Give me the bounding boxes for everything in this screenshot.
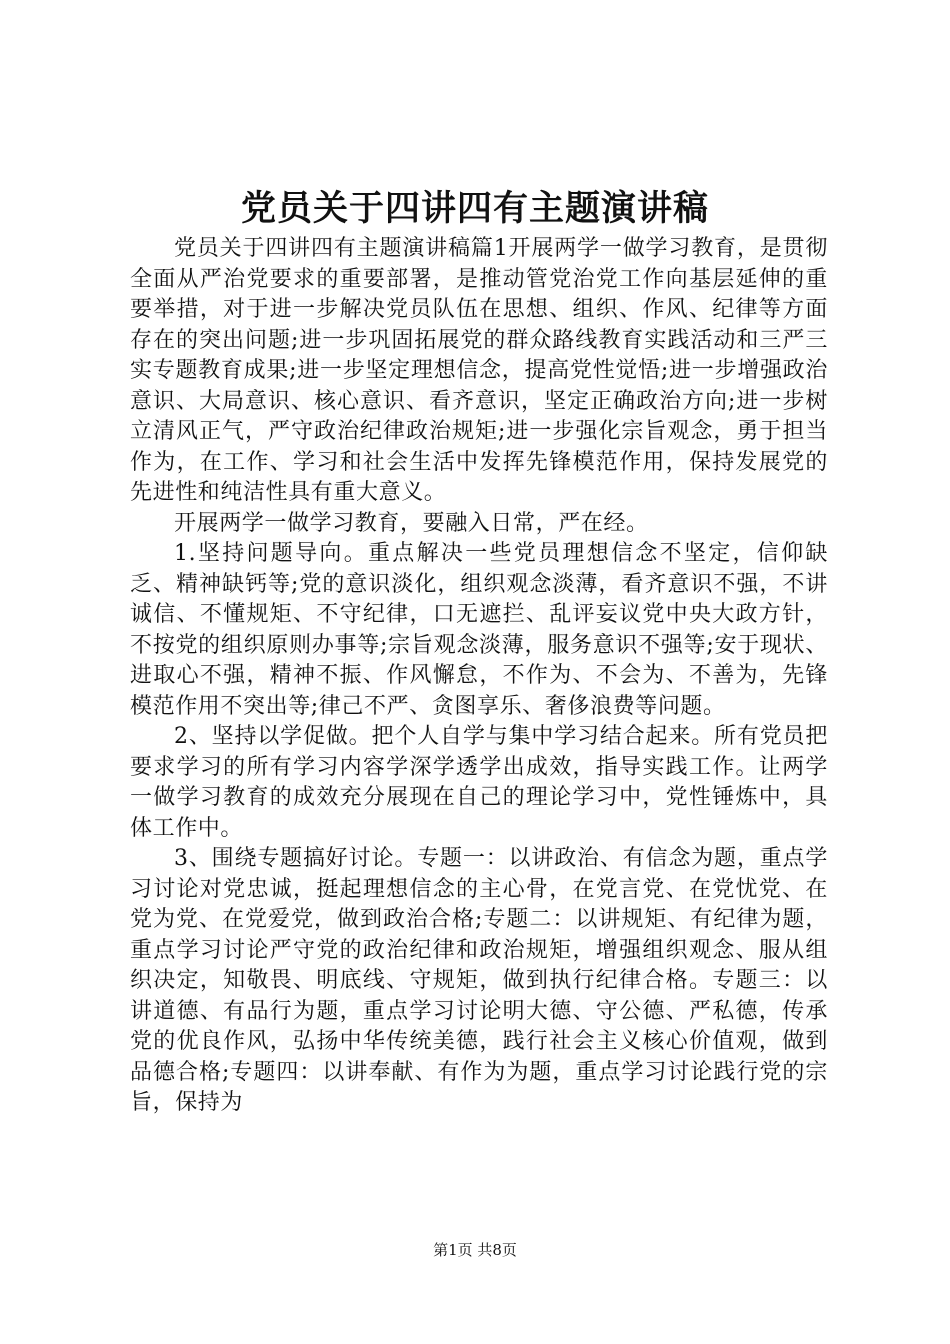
- paragraph-5: 3、围绕专题搞好讨论。专题一：以讲政治、有信念为题，重点学习讨论对党忠诚，挺起理想信念的主心骨，在党言党、在党忧党、在党为党、在党爱党，做到政治合格;专题二：以讲规矩、有纪律为题，重点学习讨论严守党的政治纪律和政治规矩，增强组织观念、服从组织决定，知敬畏、明底线、守规矩，做到执行纪律合格。专题三：以讲道德、有品行为题，重点学习讨论明大德、守公德、严私德，传承党的优良作风，弘扬中华传统美德，践行社会主义核心价值观，做到品德合格;专题四：以讲奉献、有作为为题，重点学习讨论践行党的宗旨，保持为: [130, 846, 828, 1115]
- paragraph-1: 党员关于四讲四有主题演讲稿篇1开展两学一做学习教育，是贯彻全面从严治党要求的重要部署，是推动管党治党工作向基层延伸的重要举措，对于进一步解决党员队伍在思想、组织、作风、纪律等方面存在的突出问题;进一步巩固拓展党的群众路线教育实践活动和三严三实专题教育成果;进一步坚定理想信念，提高党性觉悟;进一步增强政治意识、大局意识、核心意识、看齐意识，坚定正确政治方向;进一步树立清风正气，严守政治纪律政治规矩;进一步强化宗旨观念，勇于担当作为，在工作、学习和社会生活中发挥先锋模范作用，保持发展党的先进性和纯洁性具有重大意义。: [130, 236, 828, 505]
- document-body: [130, 234, 828, 1119]
- page-footer: 第1页 共8页: [433, 1241, 517, 1259]
- paragraph-4: 2、坚持以学促做。把个人自学与集中学习结合起来。所有党员把要求学习的所有学习内容学深学透学出成效，指导实践工作。让两学一做学习教育的成效充分展现在自己的理论学习中，党性锤炼中，具体工作中。: [130, 724, 828, 841]
- paragraph-3: 1.坚持问题导向。重点解决一些党员理想信念不坚定，信仰缺乏、精神缺钙等;党的意识淡化，组织观念淡薄，看齐意识不强，不讲诚信、不懂规矩、不守纪律，口无遮拦、乱评妄议党中央大政方针，不按党的组织原则办事等;宗旨观念淡薄，服务意识不强等;安于现状、进取心不强，精神不振、作风懈怠，不作为、不会为、不善为，先锋模范作用不突出等;律己不严、贪图享乐、奢侈浪费等问题。: [130, 541, 828, 719]
- paragraph-2: 开展两学一做学习教育，要融入日常，严在经。: [174, 510, 649, 536]
- document-title: 党员关于四讲四有主题演讲稿: [240, 188, 709, 229]
